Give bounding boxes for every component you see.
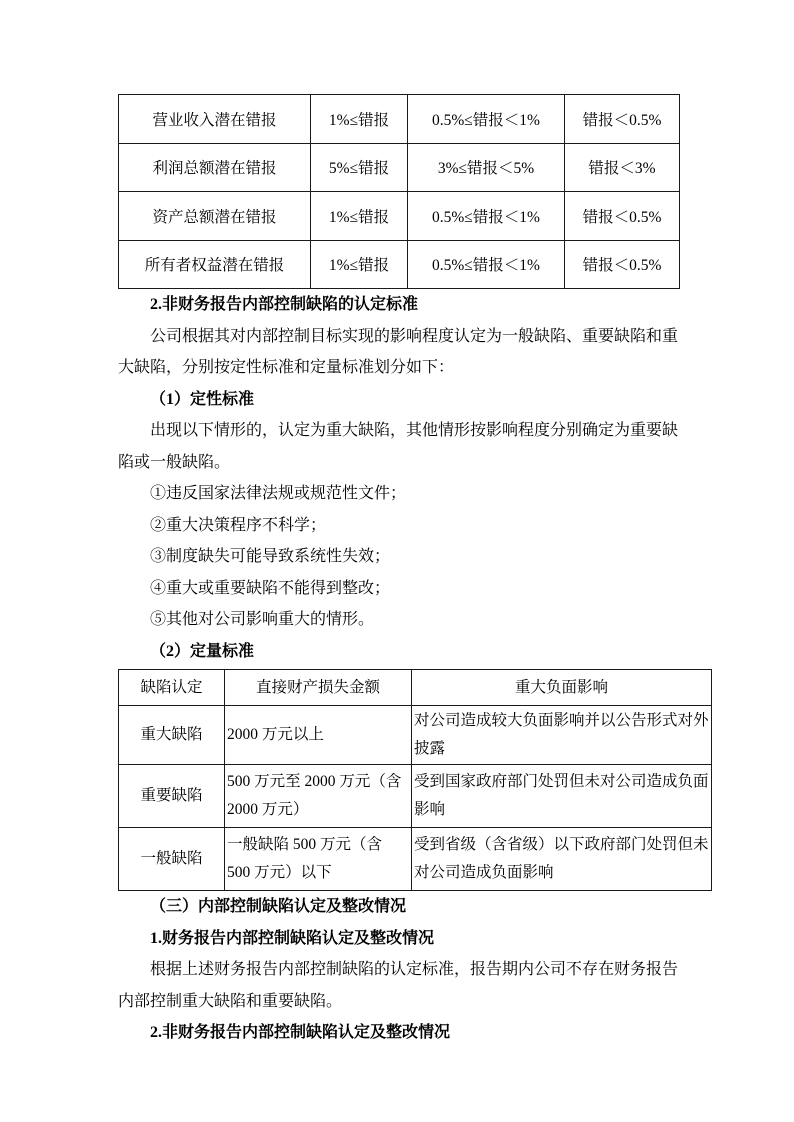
list-item: ②重大决策程序不科学； <box>150 516 327 534</box>
table-cell: 0.5%≤错报＜1% <box>408 192 565 241</box>
section-heading-quantitative: （2）定量标准 <box>150 642 255 660</box>
table-header-cell: 缺陷认定 <box>119 670 225 706</box>
table-row <box>119 143 680 192</box>
table-row <box>119 765 712 828</box>
paragraph-line: 大缺陷，分别按定性标准和定量标准划分如下： <box>118 359 455 376</box>
table-row <box>119 828 712 891</box>
table-row <box>119 95 680 144</box>
table-cell: 重要缺陷 <box>119 765 225 828</box>
table-cell: 错报＜0.5% <box>565 192 680 241</box>
section-heading-rectification: （三）内部控制缺陷认定及整改情况 <box>150 898 407 915</box>
list-item: ④重大或重要缺陷不能得到整改； <box>150 579 391 597</box>
paragraph-line: 陷或一般缺陷。 <box>118 453 231 471</box>
table-cell: 受到国家政府部门处罚但未对公司造成负面影响 <box>412 765 712 828</box>
table-cell: 1%≤错报 <box>311 240 408 289</box>
section-heading-financial-rectification: 1.财务报告内部控制缺陷认定及整改情况 <box>150 929 435 947</box>
table-cell: 重大缺陷 <box>119 706 225 765</box>
table-cell: 受到省级（含省级）以下政府部门处罚但未对公司造成负面影响 <box>412 828 712 891</box>
section-heading-nonfinancial-criteria: 2.非财务报告内部控制缺陷的认定标准 <box>150 296 419 313</box>
paragraph-line: 根据上述财务报告内部控制缺陷的认定标准，报告期内公司不存在财务报告 <box>150 961 679 978</box>
table-header-cell: 直接财产损失金额 <box>225 670 412 706</box>
table-cell: 营业收入潜在错报 <box>119 95 311 144</box>
table-cell: 对公司造成较大负面影响并以公告形式对外披露 <box>412 706 712 765</box>
table-cell: 0.5%≤错报＜1% <box>408 95 565 144</box>
table-cell: 0.5%≤错报＜1% <box>408 240 565 289</box>
table-row <box>119 706 712 765</box>
list-item: ③制度缺失可能导致系统性失效； <box>150 548 391 565</box>
table-cell: 一般缺陷 <box>119 828 225 891</box>
page-content <box>118 94 718 1049</box>
table-header-cell: 重大负面影响 <box>412 670 712 706</box>
section-heading-nonfinancial-rectification: 2.非财务报告内部控制缺陷认定及整改情况 <box>150 1024 451 1041</box>
misstatement-thresholds-table <box>118 94 680 289</box>
table-cell: 利润总额潜在错报 <box>119 143 311 192</box>
table-cell: 1%≤错报 <box>311 95 408 144</box>
table-row <box>119 192 680 241</box>
list-item: ①违反国家法律法规或规范性文件； <box>150 485 407 502</box>
quantitative-criteria-table <box>118 669 712 891</box>
table-cell: 5%≤错报 <box>311 143 408 192</box>
table-cell: 2000 万元以上 <box>225 706 412 765</box>
table-cell: 一般缺陷 500 万元（含 500 万元）以下 <box>225 828 412 891</box>
table-cell: 3%≤错报＜5% <box>408 143 565 192</box>
section-heading-qualitative: （1）定性标准 <box>150 390 255 408</box>
table-cell: 错报＜0.5% <box>565 240 680 289</box>
table-cell: 所有者权益潜在错报 <box>119 240 311 289</box>
table-cell: 500 万元至 2000 万元（含 2000 万元） <box>225 765 412 828</box>
table-cell: 资产总额潜在错报 <box>119 192 311 241</box>
table-cell: 错报＜0.5% <box>565 95 680 144</box>
table-row <box>119 240 680 289</box>
paragraph-line: 内部控制重大缺陷和重要缺陷。 <box>118 992 343 1010</box>
table-cell: 错报＜3% <box>565 143 680 192</box>
list-item: ⑤其他对公司影响重大的情形。 <box>150 611 375 628</box>
paragraph-line: 出现以下情形的，认定为重大缺陷，其他情形按影响程度分别确定为重要缺 <box>150 422 679 439</box>
paragraph-line: 公司根据其对内部控制目标实现的影响程度认定为一般缺陷、重要缺陷和重 <box>150 327 679 345</box>
table-cell: 1%≤错报 <box>311 192 408 241</box>
table-header-row <box>119 670 712 706</box>
